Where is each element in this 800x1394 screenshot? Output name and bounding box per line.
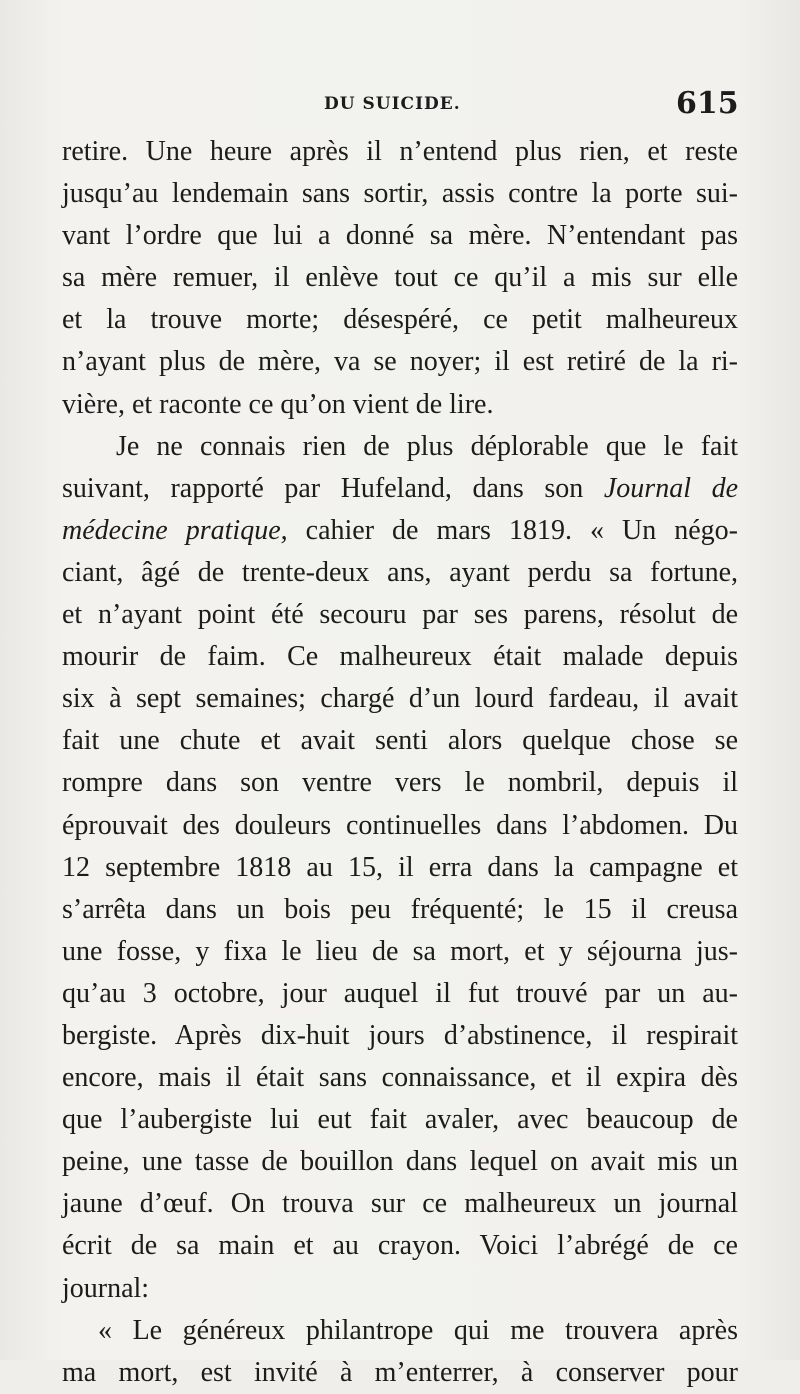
- page-header: [0, 86, 800, 126]
- text-segment: cahier de mars 1819. « Un négo-: [287, 514, 739, 546]
- text-line: [62, 510, 738, 552]
- text-line: qu’au 3 octobre, jour auquel il fut trouvé par un au-: [62, 977, 738, 1009]
- text-line: et la trouve morte; désespéré, ce petit malheureux: [62, 304, 738, 336]
- text-line: retire. Une heure après il n’entend plus rien, et reste: [62, 136, 738, 167]
- text-line: six à sept semaines; chargé d’un lourd fardeau, il avait: [62, 683, 738, 715]
- text-segment: suivant, rapporté par Hufeland, dans son: [62, 472, 584, 504]
- text-line: fait une chute et avait senti alors quelque chose se: [62, 725, 738, 757]
- text-line: éprouvait des douleurs continuelles dans l’abdomen. Du: [62, 809, 738, 841]
- paragraph-start-line: Je ne connais rien de plus déplorable que le fait: [116, 430, 738, 462]
- italic-title: médecine pratique,: [62, 514, 288, 546]
- text-line: encore, mais il était sans connaissance, et il expira dès: [62, 1062, 738, 1094]
- text-line: jusqu’au lendemain sans sortir, assis contre la porte sui-: [62, 178, 738, 210]
- text-line: 12 septembre 1818 au 15, il erra dans la campagne et: [62, 851, 738, 883]
- text-line: ma mort, est invité à m’enterrer, à conserver pour: [62, 1356, 738, 1388]
- text-line: écrit de sa main et au crayon. Voici l’abrégé de ce: [62, 1230, 738, 1262]
- text-line: vière, et raconte ce qu’on vient de lire.: [62, 388, 494, 420]
- text-line: n’ayant plus de mère, va se noyer; il est retiré de la ri-: [62, 346, 738, 378]
- text-line: [62, 468, 738, 510]
- text-line: rompre dans son ventre vers le nombril, depuis il: [62, 767, 738, 799]
- page-number: 615: [676, 86, 739, 121]
- text-line: jaune d’œuf. On trouva sur ce malheureux un journal: [62, 1188, 738, 1220]
- text-line: sa mère remuer, il enlève tout ce qu’il a mis sur elle: [62, 262, 738, 294]
- text-line: peine, une tasse de bouillon dans lequel on avait mis un: [62, 1146, 738, 1178]
- text-line: une fosse, y fixa le lieu de sa mort, et y séjourna jus-: [62, 935, 738, 967]
- italic-title: Journal de: [603, 472, 738, 504]
- running-head: DU SUICIDE.: [324, 94, 461, 114]
- text-line: bergiste. Après dix-huit jours d’abstinence, il respirait: [62, 1019, 738, 1051]
- body-text: [62, 131, 738, 1394]
- text-line: mourir de faim. Ce malheureux était malade depuis: [62, 641, 738, 673]
- text-line: s’arrêta dans un bois peu fréquenté; le 15 il creusa: [62, 893, 738, 925]
- text-line: que l’aubergiste lui eut fait avaler, avec beaucoup de: [62, 1104, 738, 1136]
- text-line: journal:: [62, 1272, 150, 1304]
- text-line: vant l’ordre que lui a donné sa mère. N’entendant pas: [62, 220, 738, 252]
- paragraph-start-line: « Le généreux philantrope qui me trouvera après: [98, 1314, 738, 1346]
- text-line: et n’ayant point été secouru par ses parens, résolut de: [62, 599, 738, 631]
- text-line: ciant, âgé de trente-deux ans, ayant perdu sa fortune,: [62, 556, 738, 588]
